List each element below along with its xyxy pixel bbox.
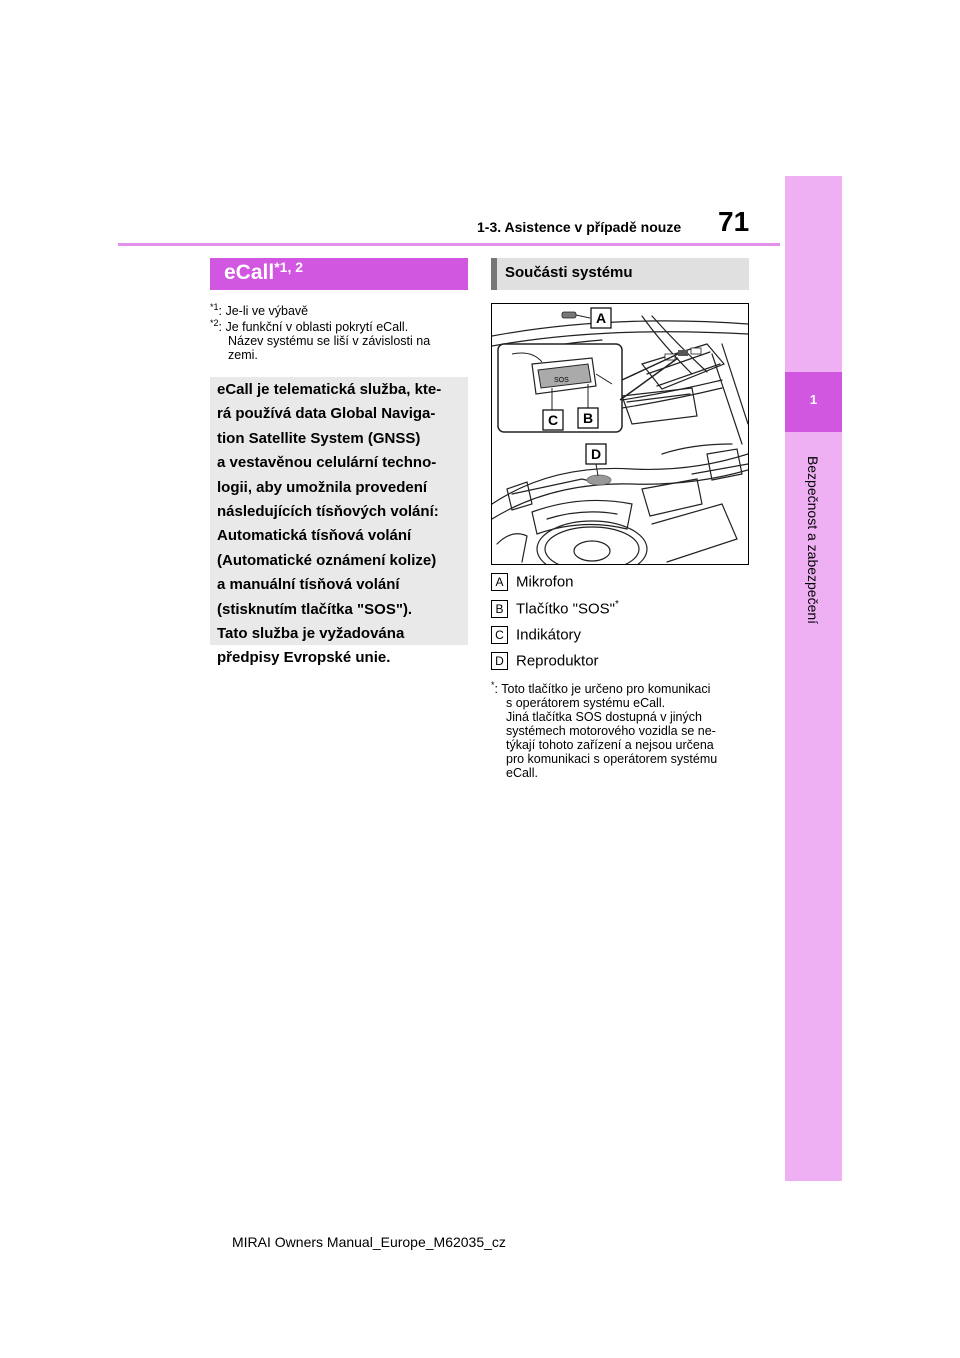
intro-line: a vestavěnou celulární techno- [217,454,437,472]
sos-footnote-line: systémech motorového vozidla se ne- [506,724,716,739]
intro-text [217,378,467,671]
legend-key: A [491,573,508,591]
footnote-2-line-3: zemi. [228,348,258,363]
diagram-label-b: B [582,410,594,426]
legend-key: B [491,600,508,618]
chapter-side-tab [785,176,842,1181]
legend-item-microphone [491,573,574,593]
sos-footnote-line: týkají tohoto zařízení a nejsou určena [506,738,714,753]
sos-button-text: SOS [554,377,569,384]
footnote-2 [210,316,468,362]
footnote-1-mark: *1 [210,302,219,312]
parts-heading [491,258,749,290]
sos-footnote-line: pro komunikaci s operátorem systému [506,752,718,767]
header-rule [118,243,780,246]
sos-footnote-line: : Toto tlačítko je určeno pro komunikaci [494,682,711,697]
ecall-heading [210,258,468,290]
ecall-heading-marks: *1, 2 [274,259,304,275]
legend-label: Tlačítko "SOS" [516,600,616,618]
sos-footnote-mark: * [491,680,495,690]
parts-heading-text: Součásti systému [505,264,633,281]
intro-line: předpisy Evropské unie. [217,649,391,667]
legend-item-indicators [491,626,581,646]
intro-line: rá používá data Global Naviga- [217,405,436,423]
page-footer: MIRAI Owners Manual_Europe_M62035_cz [232,1234,506,1250]
legend-key: D [491,652,508,670]
legend-label: Reproduktor [516,652,599,670]
ecall-heading-text: eCall [224,261,275,284]
chapter-title: Bezpečnost a zabezpečení [805,455,821,625]
sos-footnote-line: s operátorem systému eCall. [506,696,666,711]
intro-line: následujících tísňových volání: [217,503,439,521]
page-number: 71 [718,206,750,237]
intro-line: Tato služba je vyžadována [217,625,405,643]
intro-line: tion Satellite System (GNSS) [217,429,421,447]
intro-line: eCall je telematická služba, kte- [217,381,442,398]
legend-mark: * [615,599,619,610]
intro-line: (stisknutím tlačítka "SOS"). [217,600,413,618]
footnote-2-mark: *2 [210,318,219,328]
legend-key: C [491,626,508,644]
intro-line: (Automatické oznámení kolize) [217,551,437,569]
legend-item-sos-button [491,599,619,619]
intro-line: a manuální tísňová volání [217,576,400,594]
footnote-2-line-2: Název systému se liší v závislosti na [228,334,431,349]
footnote-2-line-1: : Je funkční v oblasti pokrytí eCall. [218,320,409,335]
legend-label: Indikátory [516,626,582,644]
diagram-label-d: D [590,446,602,462]
sos-footnote-line: eCall. [506,766,538,781]
diagram-label-a: A [595,310,607,326]
vehicle-interior-drawing [492,304,748,564]
legend-item-speaker [491,652,599,672]
diagram-label-c: C [547,412,559,428]
chapter-number: 1 [809,392,818,407]
footnote-1-text: : Je-li ve výbavě [218,304,309,319]
section-title: 1-3. Asistence v případě nouze [477,219,682,235]
intro-line: Automatická tísňová volání [217,527,412,545]
sos-footnote-line: Jiná tlačítka SOS dostupná v jiných [506,710,702,725]
ecall-components-illustration [491,303,749,565]
parts-heading-bar [491,258,497,290]
sos-footnote [491,678,749,780]
intro-line: logii, aby umožnila provedení [217,478,428,496]
legend-label: Mikrofon [516,573,574,591]
